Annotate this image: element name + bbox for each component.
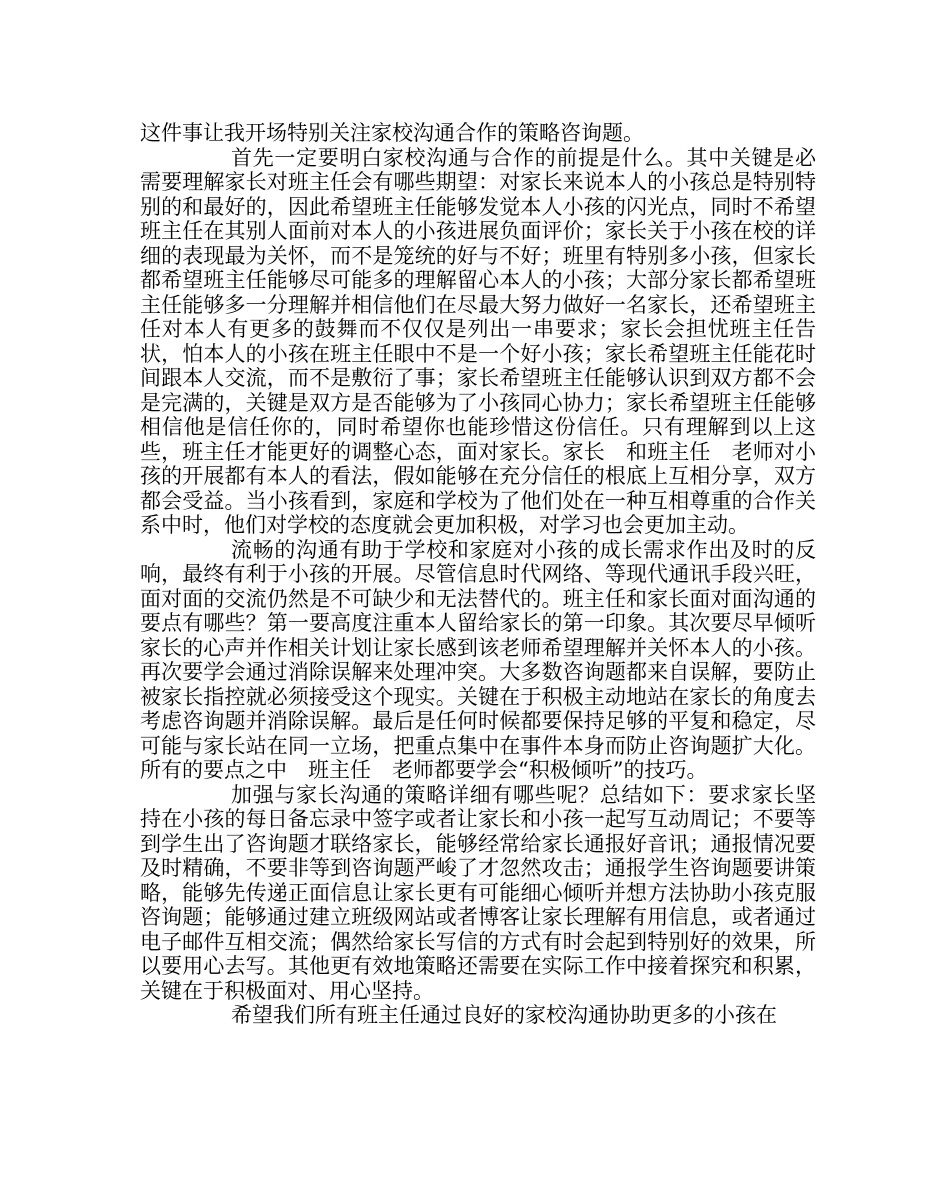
paragraph-communication-strategies: 加强与家长沟通的策略详细有哪些呢？总结如下：要求家长坚持在小孩的每日备忘录中签字或者让家长和小孩一起写互动周记；不要等到学生出了咨询题才联络家长，能够经常给家长通报好音讯；通报情况要及时精确，不要非等到咨询题严峻了才忽然攻击；通报学生咨询题要讲策略，能够先传递正面信息让家长更有可能细心倾听并想方法协助小孩克服咨询题；能够通过建立班级网站或者博客让家长理解有用信息，或者通过电子邮件互相交流；偶然给家长写信的方式有时会起到特别好的效果，所以要用心去写。其他更有效地策略还需要在实际工作中接着探究和积累，关键在于积极面对、用心坚持。	[140, 782, 816, 1003]
paragraph-intro: 这件事让我开场特别关注家校沟通合作的策略咨询题。	[140, 121, 644, 145]
paragraph-parent-expectations: 首先一定要明白家校沟通与合作的前提是什么。其中关键是必需要理解家长对班主任会有哪些期望：对家长来说本人的小孩总是特别特别的和最好的，因此希望班主任能够发觉本人小孩的闪光点，同时不希望班主任在其别人面前对本人的小孩进展负面评价；家长关于小孩在校的详细的表现最为关怀，而不是笼统的好与不好；班里有特别多小孩，但家长都希望班主任能够尽可能多的理解留心本人的小孩；大部分家长都希望班主任能够多一分理解并相信他们在尽最大努力做好一名家长，还希望班主任对本人有更多的鼓舞而不仅仅是列出一串要求；家长会担忧班主任告状，怕本人的小孩在班主任眼中不是一个好小孩；家长希望班主任能花时间跟本人交流，而不是敷衍了事；家长希望班主任能够认识到双方都不会是完满的，关键是双方是否能够为了小孩同心协力；家长希望班主任能够相信他是信任你的，同时希望你也能珍惜这份信任。只有理解到以上这些，班主任才能更好的调整心态，面对家长。家长 和班主任 老师对小孩的开展都有本人的看法，假如能够在充分信任的根底上互相分享，双方都会受益。当小孩看到，家庭和学校为了他们处在一种互相尊重的合作关系中时，他们对学校的态度就会更加积极，对学习也会更加主动。	[140, 145, 816, 537]
paragraph-face-to-face-communication: 流畅的沟通有助于学校和家庭对小孩的成长需求作出及时的反响，最终有利于小孩的开展。尽管信息时代网络、等现代通讯手段兴旺，面对面的交流仍然是不可缺少和无法替代的。班主任和家长面对面沟通的要点有哪些？第一要高度注重本人留给家长的第一印象。其次要尽早倾听家长的心声并作相关计划让家长感到该老师希望理解并关怀本人的小孩。再次要学会通过消除误解来处理冲突。大多数咨询题都来自误解，要防止被家长指控就必须接受这个现实。关键在于积极主动地站在家长的角度去考虑咨询题并消除误解。最后是任何时候都要保持足够的平复和稳定，尽可能与家长站在同一立场，把重点集中在事件本身而防止咨询题扩大化。所有的要点之中 班主任 老师都要学会“积极倾听”的技巧。	[140, 537, 816, 782]
paragraph-closing-hope: 希望我们所有班主任通过良好的家校沟通协助更多的小孩在	[231, 1003, 777, 1027]
document-body	[140, 121, 816, 1028]
